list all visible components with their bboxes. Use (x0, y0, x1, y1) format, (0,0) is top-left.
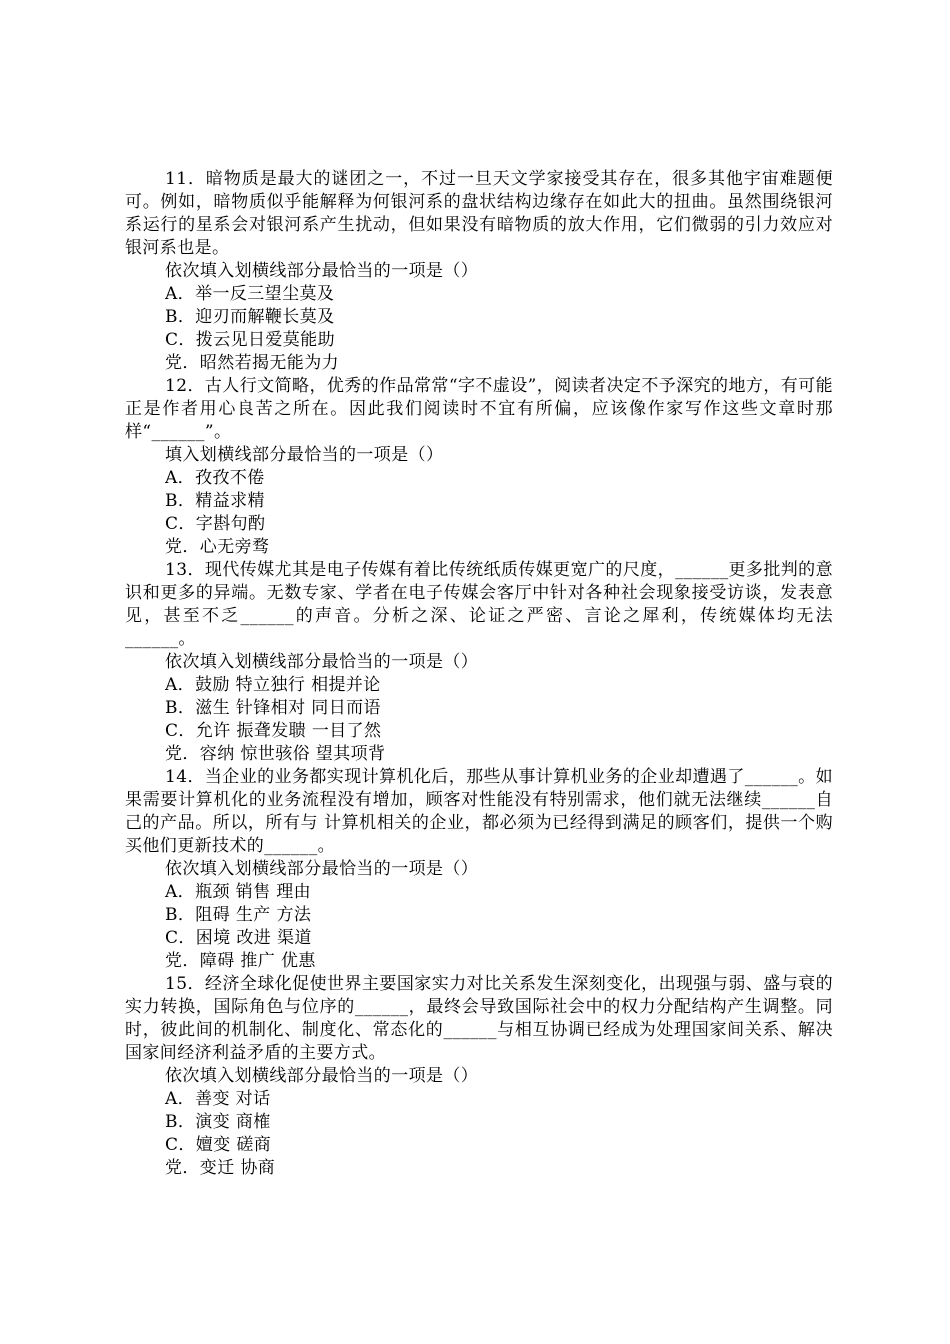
question-stem: 12．古人行文简略，优秀的作品常常“字不虚设”，阅读者决定不予深究的地方，有可能正是作者用心良苦之所在。因此我们阅读时不宜有所偏，应该像作家写作这些文章时那样“______”。 (125, 376, 833, 442)
option-b: B．滋生 针锋相对 同日而语 (165, 698, 381, 718)
option-d: 党．变迁 协商 (165, 1158, 276, 1178)
option-c: C．允许 振聋发聩 一目了然 (165, 721, 382, 741)
option-c: C．字斟句酌 (165, 514, 266, 534)
option-d: 党．昭然若揭无能为力 (165, 353, 339, 373)
option-d: 党．心无旁骛 (165, 537, 270, 557)
question-stem: 15．经济全球化促使世界主要国家实力对比关系发生深刻变化，出现强与弱、盛与衰的实力转换，国际角色与位序的______，最终会导致国际社会中的权力分配结构产生调整。同时，彼此间的机制化、制度化、常态化的______与相互协调已经成为处理国家间关系、解决国家间经济利益矛盾的主要方式。 (125, 974, 833, 1063)
option-c: C．嬗变 磋商 (165, 1135, 272, 1155)
option-d: 党．障碍 推广 优惠 (165, 951, 316, 971)
option-a: A．鼓励 特立独行 相提并论 (165, 675, 381, 695)
question-prompt: 依次填入划横线部分最恰当的一项是（） (165, 859, 479, 879)
question-prompt: 依次填入划横线部分最恰当的一项是（） (165, 1066, 479, 1086)
question-12 (125, 375, 833, 559)
question-stem: 11．暗物质是最大的谜团之一，不过一旦天文学家接受其存在，很多其他宇宙难题便可。例如，暗物质似乎能解释为何银河系的盘状结构边缘存在如此大的扭曲。虽然围绕银河系运行的星系会对银河系产生扰动，但如果没有暗物质的放大作用，它们微弱的引力效应对银河系也是。 (125, 169, 833, 258)
document-page (125, 168, 833, 1180)
option-a: A．孜孜不倦 (165, 468, 265, 488)
question-prompt: 依次填入划横线部分最恰当的一项是（） (165, 261, 479, 281)
option-c: C．困境 改进 渠道 (165, 928, 312, 948)
option-a: A．举一反三望尘莫及 (165, 284, 335, 304)
option-b: B．阻碍 生产 方法 (165, 905, 312, 925)
option-b: B．演变 商榷 (165, 1112, 271, 1132)
question-prompt: 填入划横线部分最恰当的一项是（） (165, 445, 444, 465)
question-13 (125, 559, 833, 766)
option-d: 党．容纳 惊世骇俗 望其项背 (165, 744, 386, 764)
option-b: B．迎刃而解鞭长莫及 (165, 307, 335, 327)
question-11 (125, 168, 833, 375)
question-prompt: 依次填入划横线部分最恰当的一项是（） (165, 652, 479, 672)
question-stem: 14．当企业的业务都实现计算机化后，那些从事计算机业务的企业却遭遇了______。如果需要计算机化的业务流程没有增加，顾客对性能没有特别需求，他们就无法继续______自己的产品。所以，所有与 计算机相关的企业，都必须为已经得到满足的顾客们，提供一个购买他们更新技术的______。 (125, 767, 833, 856)
question-stem: 13．现代传媒尤其是电子传媒有着比传统纸质传媒更宽广的尺度，______更多批判的意识和更多的异端。无数专家、学者在电子传媒会客厅中针对各种社会现象接受访谈，发表意见，甚至不乏______的声音。分析之深、论证之严密、言论之犀利，传统媒体均无法______。 (125, 560, 833, 649)
question-15 (125, 973, 833, 1180)
option-a: A．瓶颈 销售 理由 (165, 882, 312, 902)
question-14 (125, 766, 833, 973)
option-a: A．善变 对话 (165, 1089, 271, 1109)
option-c: C．拨云见日爱莫能助 (165, 330, 336, 350)
option-b: B．精益求精 (165, 491, 265, 511)
